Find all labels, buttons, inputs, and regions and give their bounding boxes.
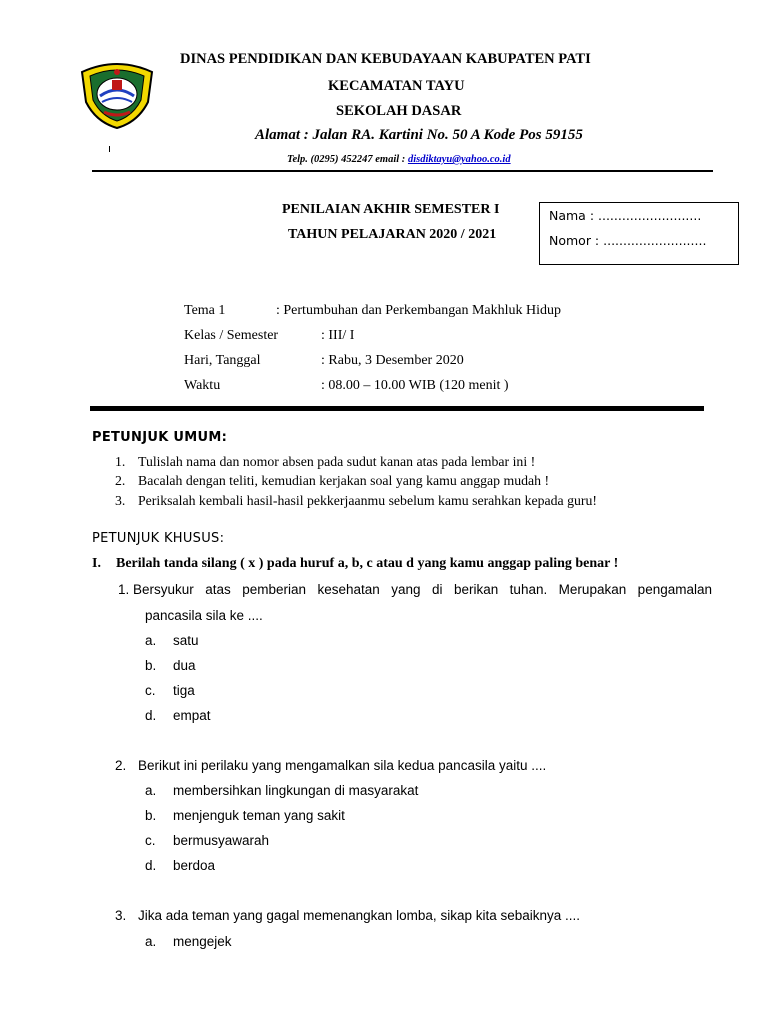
stray-mark: [109, 146, 110, 152]
question-number: 3.: [115, 908, 127, 923]
option-letter: b.: [145, 658, 157, 673]
option-text[interactable]: tiga: [173, 683, 195, 698]
option-text[interactable]: menjenguk teman yang sakit: [173, 808, 345, 823]
info-date-value: : Rabu, 3 Desember 2020: [321, 353, 464, 368]
exam-title: PENILAIAN AKHIR SEMESTER I: [282, 202, 500, 217]
general-instruction-num: 1.: [115, 454, 126, 469]
option-letter: d.: [145, 858, 157, 873]
option-letter: a.: [145, 783, 157, 798]
question-text: Bersyukur atas pemberian kesehatan yang di berikan tuhan. Merupakan pengamalan: [133, 582, 712, 597]
contact-text: Telp. (0295) 452247 email :: [287, 154, 408, 165]
question-text-continued: pancasila sila ke ....: [145, 608, 263, 623]
section-instruction: Berilah tanda silang ( x ) pada huruf a, b, c atau d yang kamu anggap paling benar !: [116, 556, 619, 571]
option-text[interactable]: membersihkan lingkungan di masyarakat: [173, 783, 419, 798]
option-text[interactable]: empat: [173, 708, 211, 723]
letterhead-divider: [92, 170, 713, 172]
option-letter: a.: [145, 934, 157, 949]
option-text[interactable]: mengejek: [173, 934, 232, 949]
school-name: SEKOLAH DASAR: [336, 103, 462, 119]
general-instruction-text: Periksalah kembali hasil-hasil pekkerjaanmu sebelum kamu serahkan kepada guru!: [138, 493, 597, 508]
info-class-value: : III/ I: [321, 328, 355, 343]
info-time-value: : 08.00 – 10.00 WIB (120 menit ): [321, 378, 509, 393]
school-contact: [287, 154, 511, 165]
general-instruction-num: 2.: [115, 473, 126, 488]
regency-emblem-logo: [78, 58, 156, 130]
general-instructions-heading: PETUNJUK UMUM:: [92, 430, 228, 445]
exam-year: TAHUN PELAJARAN 2020 / 2021: [288, 227, 497, 242]
student-identity-box[interactable]: [539, 202, 739, 265]
option-text[interactable]: satu: [173, 633, 199, 648]
option-text[interactable]: bermusyawarah: [173, 833, 270, 848]
student-number-field[interactable]: Nomor : ..........................: [549, 233, 707, 248]
email-link[interactable]: disdiktayu@yahoo.co.id: [407, 154, 511, 165]
general-instruction-num: 3.: [115, 493, 126, 508]
info-divider: [90, 406, 704, 411]
info-theme-label: Tema 1: [184, 303, 226, 318]
special-instructions-heading: PETUNJUK KHUSUS:: [92, 531, 225, 546]
option-letter: c.: [145, 683, 156, 698]
info-time-label: Waktu: [184, 378, 221, 393]
question-text: Jika ada teman yang gagal memenangkan lomba, sikap kita sebaiknya ....: [138, 908, 581, 923]
general-instruction-text: Tulislah nama dan nomor absen pada sudut kanan atas pada lembar ini !: [138, 454, 536, 469]
info-date-label: Hari, Tanggal: [184, 353, 261, 368]
option-text[interactable]: dua: [173, 658, 196, 673]
question-text: Berikut ini perilaku yang mengamalkan sila kedua pancasila yaitu ....: [138, 758, 547, 773]
student-name-field[interactable]: Nama : ..........................: [549, 208, 702, 223]
option-letter: c.: [145, 833, 156, 848]
option-text[interactable]: berdoa: [173, 858, 216, 873]
option-letter: d.: [145, 708, 157, 723]
info-theme-value: : Pertumbuhan dan Perkembangan Makhluk Hidup: [276, 303, 562, 318]
section-number: I.: [92, 556, 101, 571]
question-number: 1.: [118, 582, 130, 597]
district-name: KECAMATAN TAYU: [328, 78, 465, 94]
info-class-label: Kelas / Semester: [184, 328, 279, 343]
option-letter: a.: [145, 633, 157, 648]
agency-name: DINAS PENDIDIKAN DAN KEBUDAYAAN KABUPATEN PATI: [180, 51, 591, 67]
school-address: Alamat : Jalan RA. Kartini No. 50 A Kode Pos 59155: [255, 127, 583, 143]
option-letter: b.: [145, 808, 157, 823]
question-number: 2.: [115, 758, 127, 773]
general-instruction-text: Bacalah dengan teliti, kemudian kerjakan soal yang kamu anggap mudah !: [138, 473, 550, 488]
